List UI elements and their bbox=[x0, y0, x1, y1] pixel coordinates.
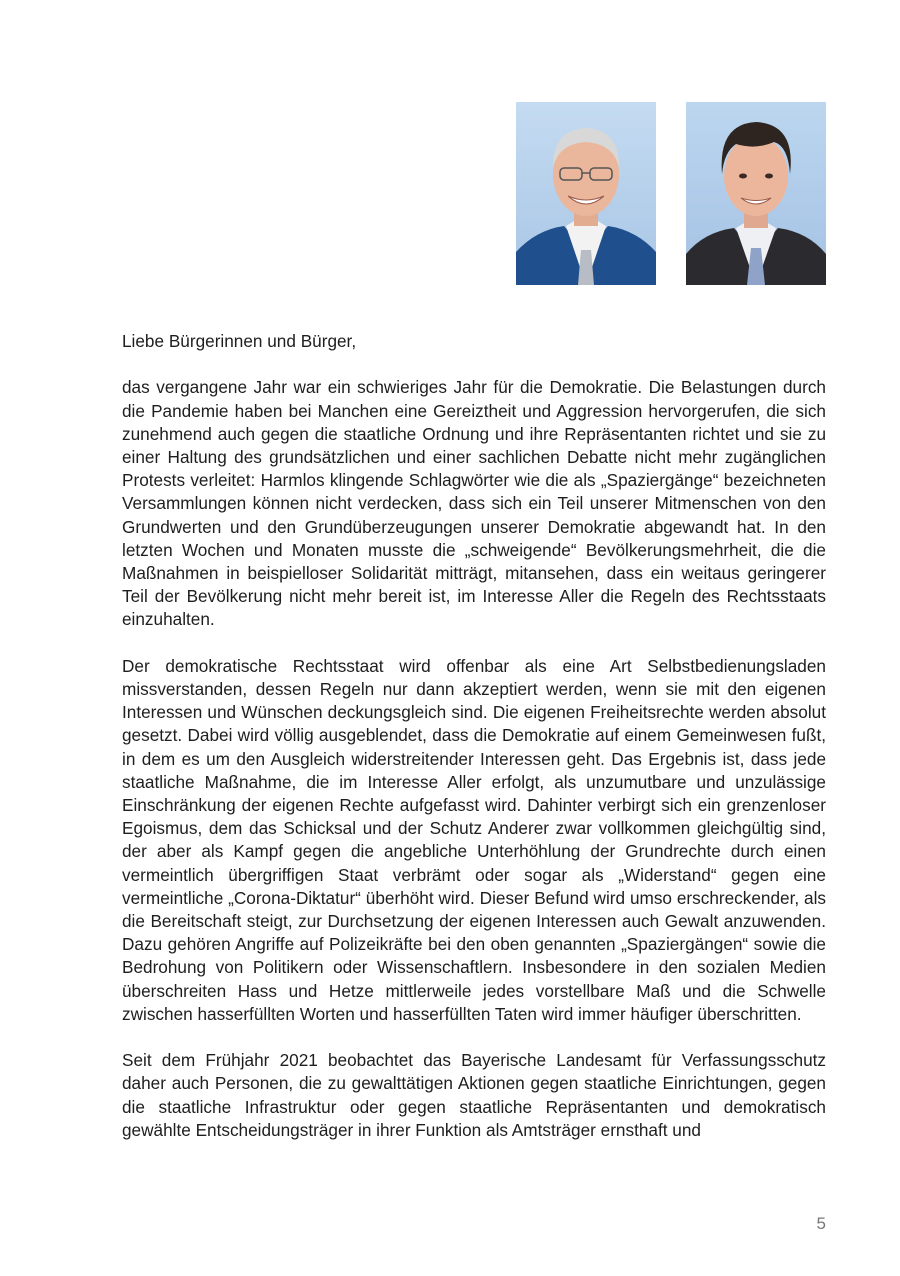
letter-body bbox=[122, 330, 826, 1142]
paragraph-2: Der demokratische Rechtsstaat wird offenbar als eine Art Selbstbedienungsladen missverstanden, dessen Regeln nur dann akzeptiert werden, wenn sie mit den eigenen Interessen und Wünschen deckungsgleich sind. Die eigenen Freiheitsrechte werden absolut gesetzt. Dabei wird völlig ausgeblendet, dass die Demokratie auf einem Gemeinwesen fußt, in dem es um den Ausgleich widerstreitender Interessen geht. Das Ergebnis ist, dass jede staatliche Maßnahme, die im Interesse Aller erfolgt, als unzumutbare und unzulässige Einschränkung der eigenen Rechte aufgefasst wird. Dahinter verbirgt sich ein grenzenloser Egoismus, dem das Schicksal und der Schutz Anderer zwar vollkommen gleichgültig sind, der aber als Kampf gegen die angebliche Unterhöhlung der Grundrechte durch einen vermeintlich übergriffigen Staat verbrämt oder sogar als „Widerstand“ gegen eine vermeintliche „Corona-Diktatur“ überhöht wird. Dieser Befund wird umso erschreckender, als die Bereitschaft steigt, zur Durchsetzung der eigenen Interessen auch Gewalt anzuwenden. Dazu gehören Angriffe auf Polizeikräfte bei den oben genannten „Spaziergängen“ sowie die Bedrohung von Politikern oder Wissenschaftlern. Insbesondere in den sozialen Medien überschreiten Hass und Hetze mittlerweile jedes vorstellbare Maß und die Schwelle zwischen hasserfüllten Worten und hasserfüllten Taten wird immer häufiger überschritten. bbox=[122, 655, 826, 1024]
page-number: 5 bbox=[816, 1214, 826, 1233]
portrait-photo-left bbox=[516, 102, 656, 285]
paragraph-1: das vergangene Jahr war ein schwieriges Jahr für die Demokratie. Die Belastungen durch die Pandemie haben bei Manchen eine Gereiztheit und Aggression hervorgerufen, die sich zunehmend auch gegen die staatliche Ordnung und ihre Repräsentanten richtet und sie zu einer Haltung des grundsätzlichen und einer sachlichen Debatte nicht mehr zugänglichen Protests verleitet: Harmlos klingende Schlagwörter wie die als „Spaziergänge“ bezeichneten Versammlungen können nicht verdecken, dass sich ein Teil unserer Mitmenschen von den Grundwerten und den Grundüberzeugungen unserer Demokratie abgewandt hat. In den letzten Wochen und Monaten musste die „schweigende“ Bevölkerungsmehrheit, die die Maßnahmen in beispielloser Solidarität mitträgt, mitansehen, dass ein weitaus geringerer Teil der Bevölkerung nicht mehr bereit ist, im Interesse Aller die Regeln des Rechtsstaats einzuhalten. bbox=[122, 377, 826, 630]
portrait-photo-right bbox=[686, 102, 826, 285]
salutation: Liebe Bürgerinnen und Bürger, bbox=[122, 331, 357, 351]
paragraph-3: Seit dem Frühjahr 2021 beobachtet das Bayerische Landesamt für Verfassungsschutz daher auch Personen, die zu gewalttätigen Aktionen gegen staatliche Einrichtungen, gegen die staatliche Infrastruktur oder gegen staatliche Repräsentanten und demokratisch gewählte Entscheidungsträger in ihrer Funktion als Amtsträger ernsthaft und bbox=[122, 1050, 826, 1140]
